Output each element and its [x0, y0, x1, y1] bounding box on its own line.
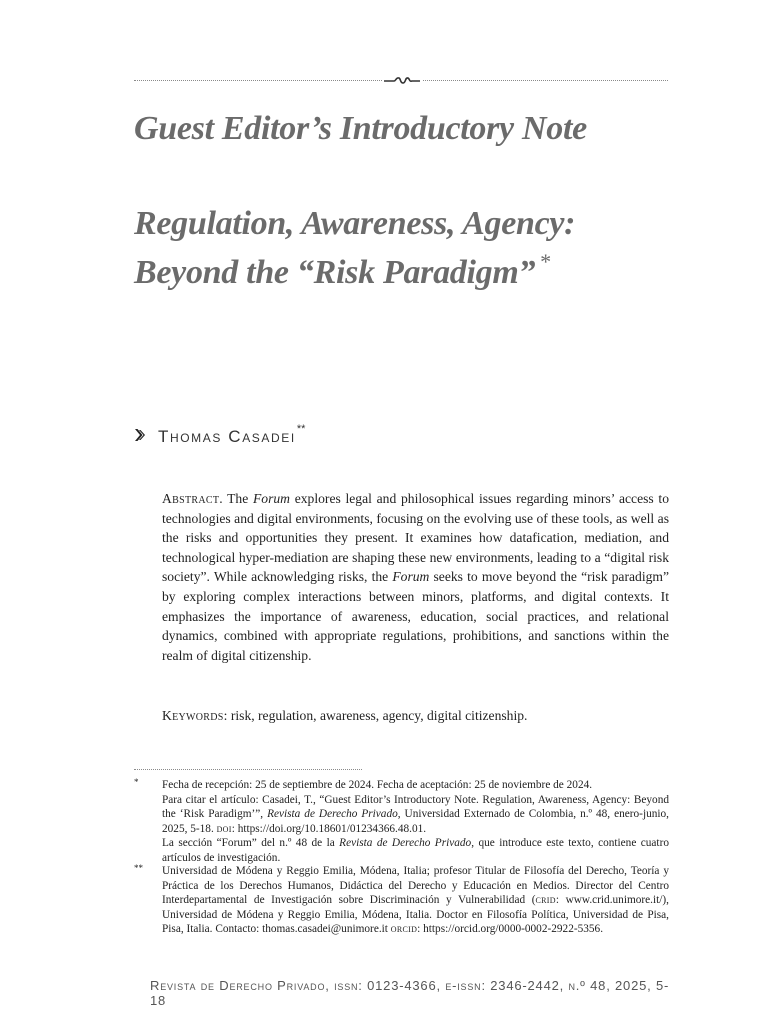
- footnote-1-journal: Revista de Derecho Privado: [267, 808, 398, 821]
- abstract-s2: seeks to move beyond the “risk paradigm” by exploring complex interactions between minors, platforms, and digital contexts. It emphasizes the importance of awareness, education, social practices, and relational dynamics, combined with appropriate regulations, prohibitions, and sanctions within the realm of digital citizenship.: [162, 569, 669, 663]
- orcid-label: orcid: [390, 923, 418, 936]
- abstract-forum-term: Forum: [252, 491, 290, 506]
- footnote-2-b: : www.crid.unimore.it/), Universidad de Módena y Reggio Emilia, Módena, Italia. Doctor en Filosofía Política, Universidad de Pisa, Pisa, Italia. Contacto: thomas.casadei@unimore.it: [162, 894, 670, 936]
- author-name: Thomas Casadei: [158, 427, 296, 446]
- running-footer: Revista de Derecho Privado, issn: 0123-4366, e-issn: 2346-2442, n.º 48, 2025, 5-18: [150, 978, 670, 1008]
- doi-link[interactable]: : https://doi.org/10.18601/01234366.48.01.: [231, 822, 427, 835]
- keywords: [162, 706, 669, 726]
- footnote-1-mark: *: [134, 777, 139, 787]
- abstract-text: [162, 489, 669, 665]
- article-title-line2: [134, 250, 694, 299]
- chevron-bullet-icon: [134, 427, 146, 447]
- section-title: Guest Editor’s Introductory Note: [134, 110, 587, 147]
- footnote-2: [134, 864, 669, 937]
- title-footnote-mark[interactable]: *: [539, 249, 550, 274]
- doi-label: doi: [216, 822, 232, 835]
- abstract: [162, 489, 669, 665]
- article-title-line1: Regulation, Awareness, Agency:: [134, 205, 576, 242]
- footnote-rule: [134, 769, 362, 770]
- footnote-1-sec-a: La sección “Forum” del n.º 48 de la: [162, 837, 340, 850]
- abstract-sep: .: [219, 491, 228, 506]
- abstract-s1a: The: [227, 491, 253, 506]
- footnote-1-dates: Fecha de recepción: 25 de septiembre de 2024. Fecha de aceptación: 25 de noviembre de 2024.: [162, 779, 593, 791]
- footnote-1-sec-b: , que introduce este texto, contiene cuatro artículos de investigación.: [162, 837, 669, 864]
- footnote-1-citation: [162, 793, 669, 837]
- keywords-label: Keywords: [162, 708, 224, 723]
- footnote-1-sec-journal: Revista de Derecho Privado: [339, 837, 472, 850]
- author-footnote-mark[interactable]: **: [296, 423, 306, 435]
- crid-label: crid: [535, 894, 556, 907]
- footnote-2-text: [162, 864, 669, 937]
- abstract-label: Abstract: [162, 491, 220, 506]
- flourish-ornament-icon: [382, 74, 422, 86]
- footnote-2-a: Universidad de Módena y Reggio Emilia, Módena, Italia; profesor Titular de Filosofía del Derecho, Teoría y Práctica de los Derechos Humanos, Didáctica del Derecho y Educación en Medios. Director del Centro Interdepartamental de Investigación sobre Discriminación y Vulnerabilidad (: [162, 865, 669, 907]
- author-line: [134, 423, 306, 447]
- orcid-link[interactable]: : https://orcid.org/0000-0002-2922-5356.: [417, 923, 604, 936]
- footnote-1-section: [162, 836, 669, 865]
- footnote-1-cite-a: Para citar el artículo: Casadei, T., “Guest Editor’s Introductory Note. Regulation, Awareness, Agency: Beyond the ‘Risk Paradigm’”,: [162, 793, 669, 821]
- keywords-text: : risk, regulation, awareness, agency, digital citizenship.: [223, 708, 528, 723]
- abstract-s1b: explores legal and philosophical issues regarding minors’ access to technologies and digital environments, focusing on the evolving use of these tools, as well as the risks and opportunities they present. It examines how datafication, mediation, and technological hyper-mediation are shaping these new environments, leading to a “digital risk society”. While acknowledging risks, the: [162, 491, 669, 585]
- article-title-text: Beyond the “Risk Paradigm”: [134, 254, 536, 291]
- abstract-forum-term-2: Forum: [392, 569, 430, 585]
- footnote-1-cite-b: , Universidad Externado de Colombia, n.º 48, enero-junio, 2025, 5-18.: [162, 808, 669, 835]
- footnote-2-mark: **: [134, 863, 143, 873]
- footnote-1: [134, 778, 669, 866]
